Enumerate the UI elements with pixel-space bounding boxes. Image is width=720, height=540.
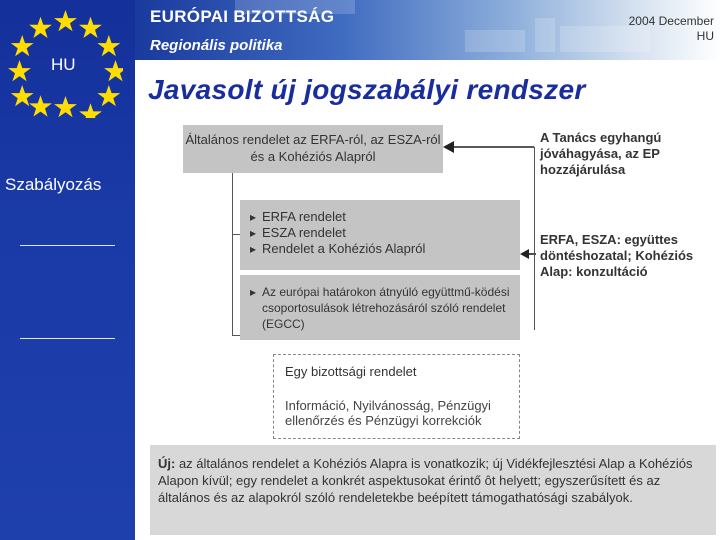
note-text: az általános rendelet a Kohéziós Alapra is vonatkozik; új Vidékfejlesztési Alap a Kohéziós Alapon kívül; egy rendelet a konkrét aspektusokat érintő ôt helyett; egyszerűsített és az általános és az alapokról szóló rendeletekbe beépített támogathatósági szabályok. xyxy=(158,456,693,505)
date-line: 2004 December xyxy=(628,14,714,28)
list-item: ▸ Az európai határokon átnyúló együttmű-ködési csoportosulások létrehozásáról szóló rendelet (EGCC) xyxy=(252,284,517,332)
list-item: ▸ Rendelet a Kohéziós Alapról xyxy=(252,241,520,257)
org-title: EURÓPAI BIZOTTSÁG xyxy=(150,7,335,26)
star-icon xyxy=(97,85,120,106)
list-item: ▸ ERFA rendelet xyxy=(252,209,520,225)
page-title: Javasolt új jogszabályi rendszer xyxy=(148,74,586,105)
sidebar-label: Szabályozás xyxy=(5,175,102,194)
star-icon xyxy=(11,85,34,106)
connector-line xyxy=(534,147,535,330)
country-code: HU xyxy=(51,55,76,74)
star-icon xyxy=(97,35,120,56)
connector-line xyxy=(232,234,240,235)
council-approval-note: A Tanács egyhangú jóváhagyása, az EP hozzájárulása xyxy=(540,130,662,177)
general-regulation-box: Általános rendelet az ERFA-ról, az ESZA-ról és a Kohéziós Alapról xyxy=(183,125,443,173)
star-icon xyxy=(79,17,102,38)
star-icon xyxy=(79,103,102,118)
star-icon xyxy=(54,96,77,117)
summary-note xyxy=(150,445,716,535)
fund-regulations-box xyxy=(240,200,520,270)
decision-procedure-note: ERFA, ESZA: együttes döntéshozatal; Kohéziós Alap: konzultáció xyxy=(540,232,694,279)
org-subtitle: Regionális politika xyxy=(150,37,283,54)
star-icon xyxy=(8,60,31,81)
star-icon xyxy=(29,17,52,38)
date-stamp xyxy=(629,14,714,44)
star-icon xyxy=(54,10,77,31)
divider xyxy=(20,338,115,339)
star-icon xyxy=(29,95,52,116)
divider xyxy=(20,245,115,246)
commission-regulation-body: Információ, Nyilvánosság, Pénzügyi ellenőrzés és Pénzügyi korrekciók xyxy=(285,398,491,428)
star-icon xyxy=(104,60,123,81)
commission-regulation-title: Egy bizottsági rendelet xyxy=(285,364,417,379)
note-lead: Új: xyxy=(158,456,176,471)
connector-line xyxy=(232,335,240,336)
star-icon xyxy=(11,35,34,56)
arrow-left-icon xyxy=(443,140,535,154)
egcc-regulation-box xyxy=(240,275,520,340)
connector-line xyxy=(232,173,233,335)
date-lang: HU xyxy=(696,29,714,43)
list-item: ▸ ESZA rendelet xyxy=(252,225,520,241)
